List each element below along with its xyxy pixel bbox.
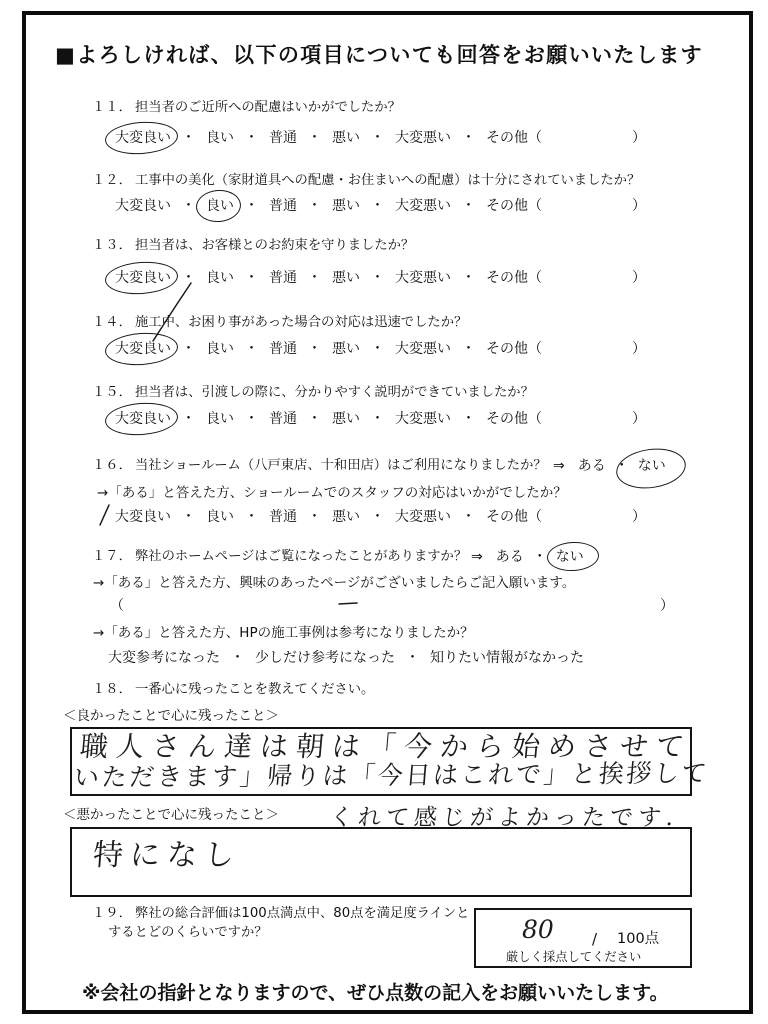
- option-very-good: 大変良い: [115, 130, 171, 146]
- separator-dot: ・: [461, 509, 476, 525]
- followup-question: →「ある」と答えた方、ショールームでのスタッフの対応はいかがでしたか？: [97, 485, 567, 501]
- question-15: [92, 384, 534, 402]
- separator-dot: ・: [181, 509, 196, 525]
- separator-dot: ・: [370, 509, 385, 525]
- option-very-good: 大変良い: [115, 411, 171, 427]
- separator-dot: ・: [307, 411, 322, 427]
- option-very-good: 大変良い: [115, 341, 171, 357]
- option-very-good: 大変良い: [115, 270, 171, 286]
- option-bad: 悪い: [332, 509, 360, 525]
- option-very-bad: 大変悪い: [395, 270, 451, 286]
- separator-dot: ・: [181, 198, 196, 214]
- question-number: １１．: [92, 100, 132, 115]
- option-average: 普通: [269, 130, 297, 146]
- separator-dot: ・: [244, 270, 259, 286]
- question-text: 一番心に残ったことを教えてください。: [135, 682, 375, 697]
- option-average: 普通: [269, 509, 297, 525]
- separator-dot: ・: [370, 130, 385, 146]
- arrow-symbol: ⇒: [471, 549, 483, 565]
- option-yes: ある: [577, 458, 606, 474]
- answer-options-14: [115, 340, 646, 358]
- arrow-symbol: ⇒: [553, 458, 565, 474]
- separator-dot: ・: [181, 411, 196, 427]
- separator-dot: ・: [307, 341, 322, 357]
- separator-dot: ・: [244, 341, 259, 357]
- option-other: その他（: [486, 509, 542, 525]
- option-good: 良い: [206, 198, 234, 214]
- handwritten-answer: 特になし: [91, 838, 243, 873]
- separator-dot: ・: [461, 411, 476, 427]
- option-good: 良い: [206, 341, 234, 357]
- separator-dot: ・: [370, 270, 385, 286]
- section-header: ■よろしければ、以下の項目についても回答をお願いいたします: [55, 43, 704, 67]
- separator-dot: ・: [244, 198, 259, 214]
- followup-question-pages: →「ある」と答えた方、興味のあったページがございましたらご記入願います。: [93, 575, 576, 591]
- question-19: [92, 905, 469, 923]
- separator-dot: ・: [181, 270, 196, 286]
- footer-note: ※会社の指針となりますので、ぜひ点数の記入をお願いいたします。: [82, 982, 669, 1004]
- question-number: １７．: [92, 549, 132, 564]
- score-slash: /: [592, 930, 598, 948]
- handwritten-answer-line: くれて感じがよかったです.: [328, 805, 680, 831]
- option-yes: ある: [495, 549, 524, 565]
- answer-options-16-followup: [115, 508, 646, 526]
- option-slightly-helpful: 少しだけ参考になった: [255, 650, 395, 666]
- separator-dot: ・: [370, 411, 385, 427]
- separator-dot: ・: [461, 341, 476, 357]
- question-text: 当社ショールーム（八戸東店、十和田店）はご利用になりましたか？: [135, 458, 547, 473]
- option-bad: 悪い: [332, 341, 360, 357]
- option-average: 普通: [269, 270, 297, 286]
- question-number: １６．: [92, 458, 132, 473]
- yes-no-choice-16: [553, 457, 666, 475]
- separator-dot: ・: [614, 458, 629, 474]
- close-paren: ）: [632, 198, 646, 214]
- question-number: １９．: [92, 906, 132, 921]
- option-good: 良い: [206, 270, 234, 286]
- option-very-good: 大変良い: [115, 198, 171, 214]
- question-text: 担当者のご近所への配慮はいかがでしたか？: [135, 100, 401, 115]
- option-very-bad: 大変悪い: [395, 341, 451, 357]
- option-average: 普通: [269, 198, 297, 214]
- question-number: １５．: [92, 385, 132, 400]
- question-number: １８．: [92, 682, 132, 697]
- question-text: 担当者は、引渡しの際に、分かりやすく説明ができていましたか？: [135, 385, 534, 400]
- option-good: 良い: [206, 411, 234, 427]
- yes-no-choice-17: [471, 548, 584, 566]
- option-good: 良い: [206, 509, 234, 525]
- separator-dot: ・: [370, 341, 385, 357]
- question-number: １３．: [92, 238, 132, 253]
- question-17: [92, 548, 467, 566]
- score-max: 100点: [617, 931, 660, 947]
- answer-options-15: [115, 410, 646, 428]
- option-very-helpful: 大変参考になった: [108, 650, 220, 666]
- close-paren: ）: [632, 270, 646, 286]
- answer-options-11: [115, 129, 646, 147]
- option-other: その他（: [486, 198, 542, 214]
- option-average: 普通: [269, 411, 297, 427]
- separator-dot: ・: [181, 341, 196, 357]
- entry-open-paren: （: [110, 598, 124, 614]
- option-bad: 悪い: [332, 198, 360, 214]
- option-average: 普通: [269, 341, 297, 357]
- question-number: １２．: [92, 173, 132, 188]
- option-bad: 悪い: [332, 130, 360, 146]
- close-paren: ）: [632, 509, 646, 525]
- handwritten-answer-line: 職人さん達は朝は「今から始めさせて: [78, 730, 694, 763]
- option-good: 良い: [206, 130, 234, 146]
- option-bad: 悪い: [332, 270, 360, 286]
- separator-dot: ・: [307, 270, 322, 286]
- answer-options-17-examples: [108, 649, 584, 667]
- option-bad: 悪い: [332, 411, 360, 427]
- separator-dot: ・: [307, 198, 322, 214]
- option-other: その他（: [486, 411, 542, 427]
- separator-dot: ・: [405, 650, 420, 666]
- question-18: [92, 681, 374, 699]
- question-11: [92, 99, 401, 117]
- option-very-bad: 大変悪い: [395, 411, 451, 427]
- separator-dot: ・: [461, 198, 476, 214]
- separator-dot: ・: [230, 650, 245, 666]
- entry-close-paren: ）: [660, 598, 674, 614]
- option-very-bad: 大変悪い: [395, 509, 451, 525]
- question-13: [92, 237, 414, 255]
- separator-dot: ・: [370, 198, 385, 214]
- separator-dot: ・: [244, 509, 259, 525]
- score-note: 厳しく採点してください: [506, 950, 642, 964]
- option-very-bad: 大変悪い: [395, 130, 451, 146]
- question-text: 担当者は、お客様とのお約束を守りましたか？: [135, 238, 415, 253]
- option-very-bad: 大変悪い: [395, 198, 451, 214]
- separator-dot: ・: [532, 549, 547, 565]
- question-16: [92, 457, 547, 475]
- option-no: ない: [637, 458, 666, 474]
- question-text: 工事中の美化（家財道具への配慮・お住まいへの配慮）は十分にされていましたか？: [135, 173, 641, 188]
- separator-dot: ・: [307, 509, 322, 525]
- good-memory-label: ＜良かったことで心に残ったこと＞: [63, 708, 279, 724]
- question-text: 弊社の総合評価は100点満点中、80点を満足度ラインと: [135, 906, 470, 921]
- close-paren: ）: [632, 411, 646, 427]
- question-14: [92, 314, 467, 332]
- option-very-good: 大変良い: [115, 509, 171, 525]
- question-text: 施工中、お困り事があった場合の対応は迅速でしたか？: [135, 315, 468, 330]
- followup-question-examples: →「ある」と答えた方、HPの施工事例は参考になりましたか？: [93, 625, 474, 641]
- separator-dot: ・: [461, 270, 476, 286]
- question-text-continued: するとどのくらいですか？: [108, 925, 268, 940]
- handwritten-score: 80: [522, 915, 554, 944]
- question-12: [92, 172, 640, 190]
- separator-dot: ・: [181, 130, 196, 146]
- option-other: その他（: [486, 130, 542, 146]
- bad-memory-label: ＜悪かったことで心に残ったこと＞: [63, 807, 279, 823]
- option-other: その他（: [486, 341, 542, 357]
- close-paren: ）: [632, 341, 646, 357]
- separator-dot: ・: [307, 130, 322, 146]
- separator-dot: ・: [461, 130, 476, 146]
- question-number: １４．: [92, 315, 132, 330]
- question-text: 弊社のホームページはご覧になったことがありますか？: [135, 549, 468, 564]
- separator-dot: ・: [244, 130, 259, 146]
- option-no: ない: [555, 549, 584, 565]
- handwritten-answer-line: いただきます」帰りは「今日はこれで」と挨拶して: [72, 758, 711, 792]
- answer-options-12: [115, 197, 646, 215]
- answer-options-13: [115, 269, 646, 287]
- separator-dot: ・: [244, 411, 259, 427]
- option-no-info: 知りたい情報がなかった: [430, 650, 584, 666]
- close-paren: ）: [632, 130, 646, 146]
- option-other: その他（: [486, 270, 542, 286]
